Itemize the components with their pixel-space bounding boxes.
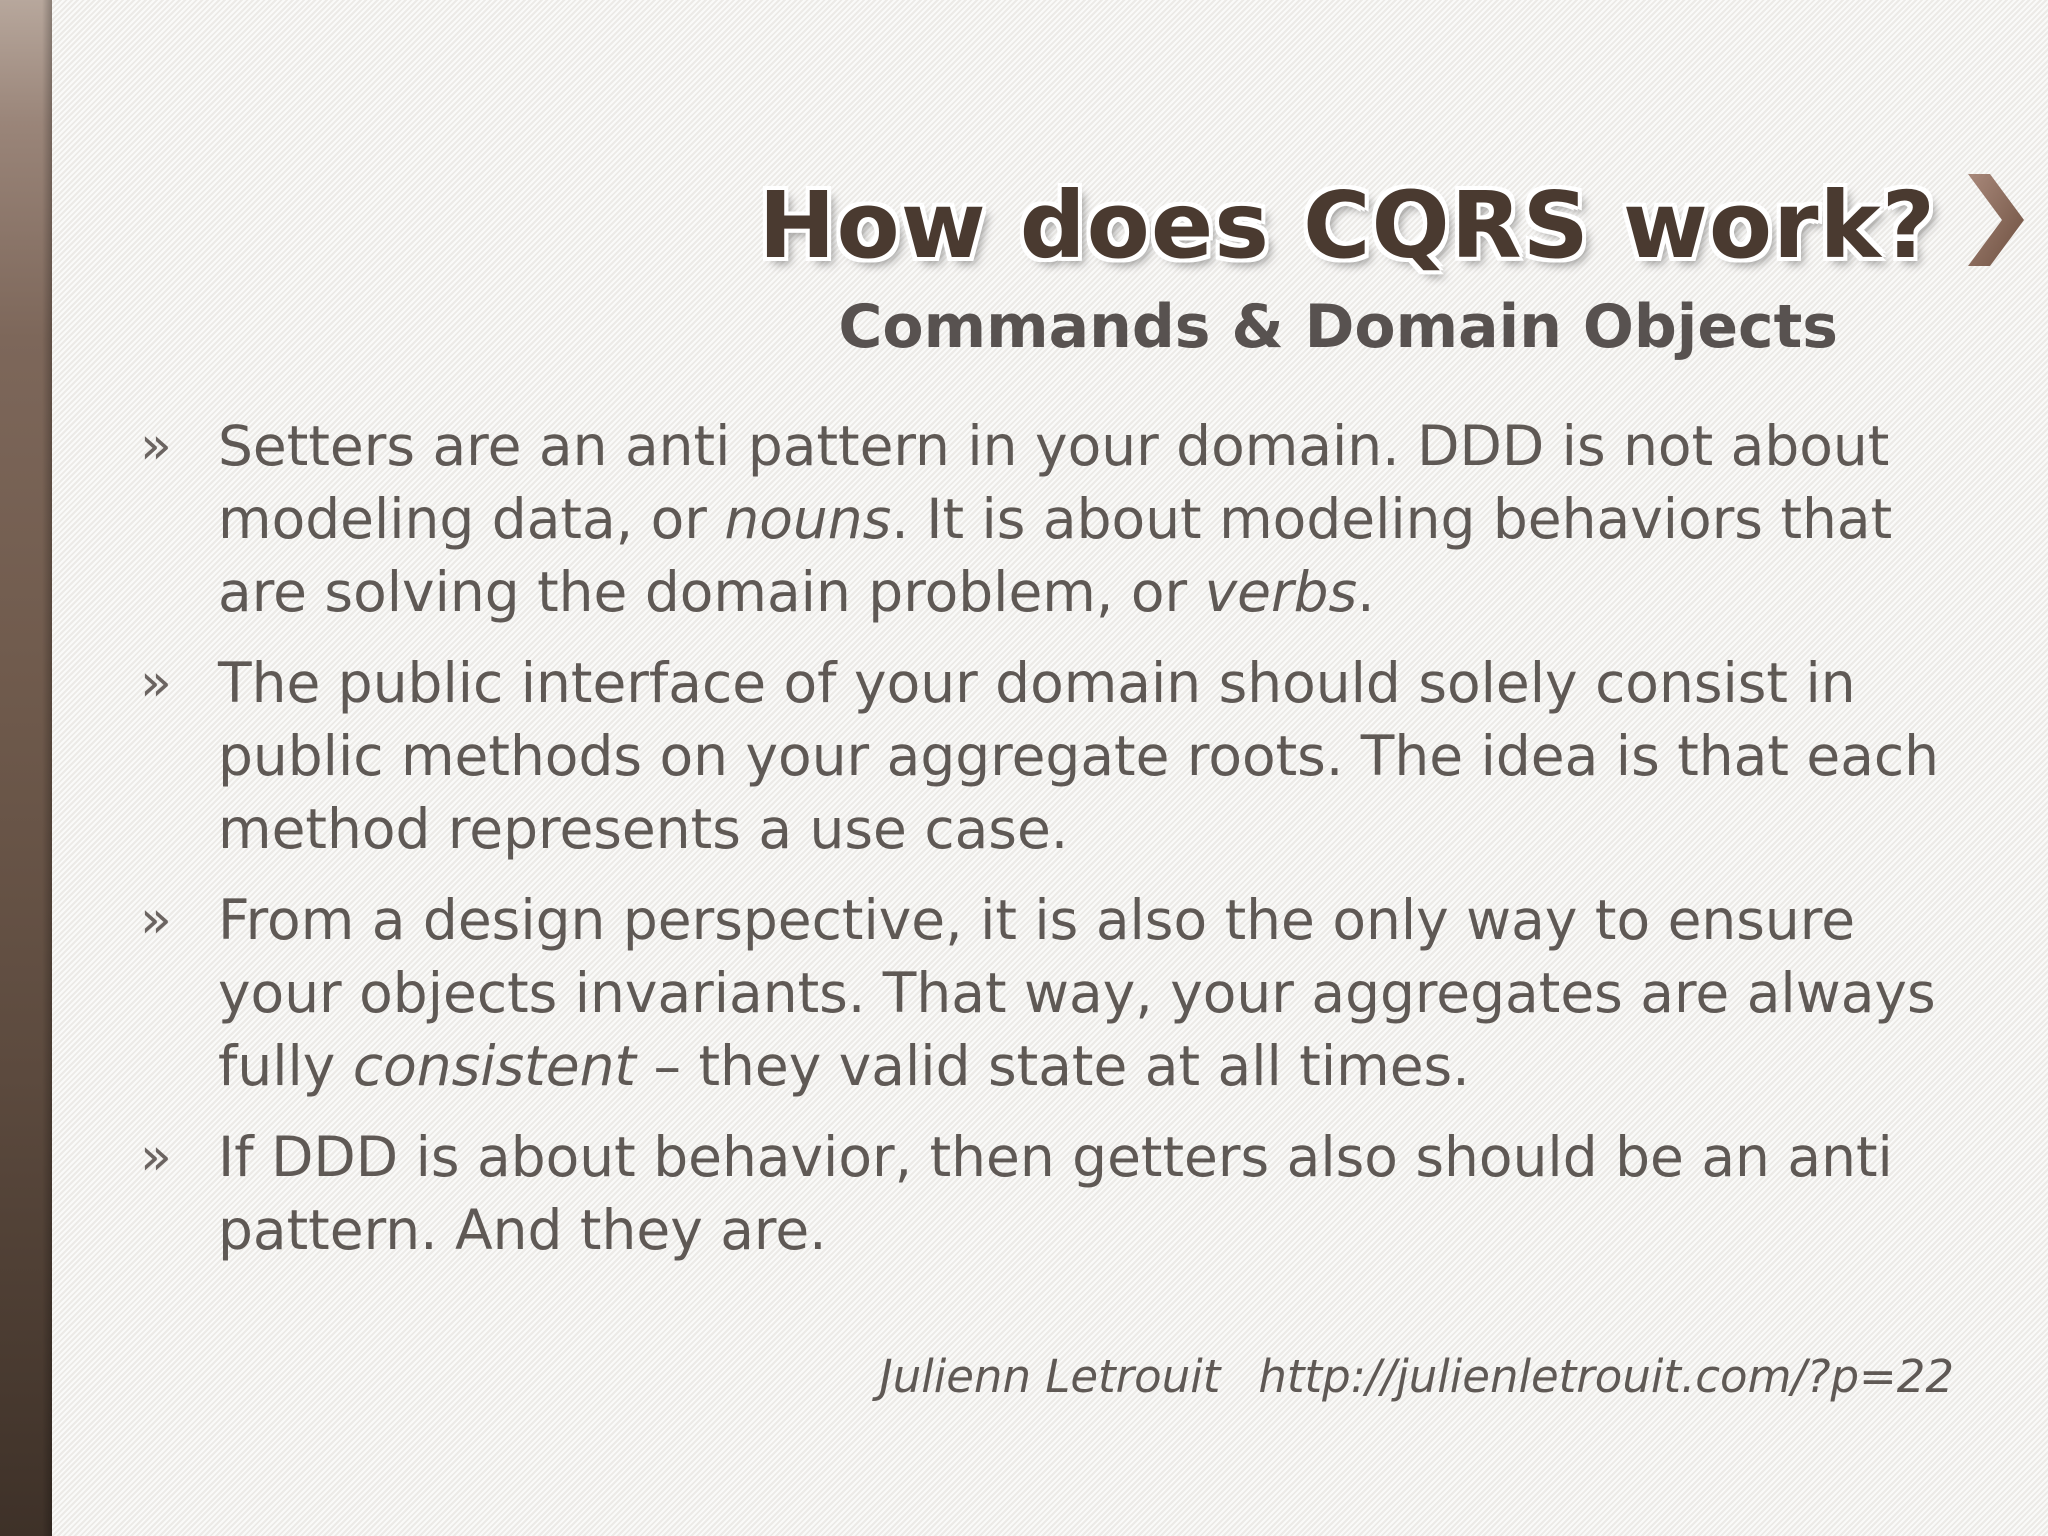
bullet-text: Setters are an anti pattern in your domain. DDD is not about modeling data, or <box>218 414 1890 551</box>
slide-title: How does CQRS work? <box>758 171 1936 279</box>
bullet-text: . It is about modeling behaviors that are solving the domain problem, or <box>218 487 1893 624</box>
attribution <box>879 1350 1954 1403</box>
bullet-emphasis: nouns <box>724 487 892 551</box>
bullet-item <box>140 410 1940 629</box>
bullet-emphasis: verbs <box>1204 560 1358 624</box>
bullet-item <box>140 647 1940 866</box>
bullet-emphasis: consistent <box>352 1034 636 1098</box>
bullet-marker: » <box>140 890 172 950</box>
bullet-marker: » <box>140 1127 172 1187</box>
bullet-marker: » <box>140 416 172 476</box>
bullet-text: If DDD is about behavior, then getters also should be an anti pattern. And they are. <box>218 1125 1893 1262</box>
bullet-list <box>140 410 1940 1285</box>
slide-subtitle: Commands & Domain Objects <box>838 292 1838 362</box>
decorative-side-bar <box>0 0 52 1536</box>
bullet-text: The public interface of your domain should solely consist in public methods on your aggregate roots. The idea is that each method represents a use case. <box>218 651 1940 861</box>
attribution-author: Julienn Letrouit <box>879 1350 1221 1403</box>
attribution-url[interactable]: http://julienletrouit.com/?p=22 <box>1258 1350 1954 1403</box>
bullet-text: From a design perspective, it is also the only way to ensure your objects invariants. That way, your aggregates are always fully <box>218 888 1936 1098</box>
bullet-item <box>140 1121 1940 1267</box>
bullet-text: . <box>1357 560 1375 624</box>
chevron-right-icon <box>1960 170 2030 270</box>
bullet-text: – they valid state at all times. <box>636 1034 1470 1098</box>
bullet-item <box>140 884 1940 1103</box>
bullet-marker: » <box>140 653 172 713</box>
title-row <box>759 160 1936 290</box>
